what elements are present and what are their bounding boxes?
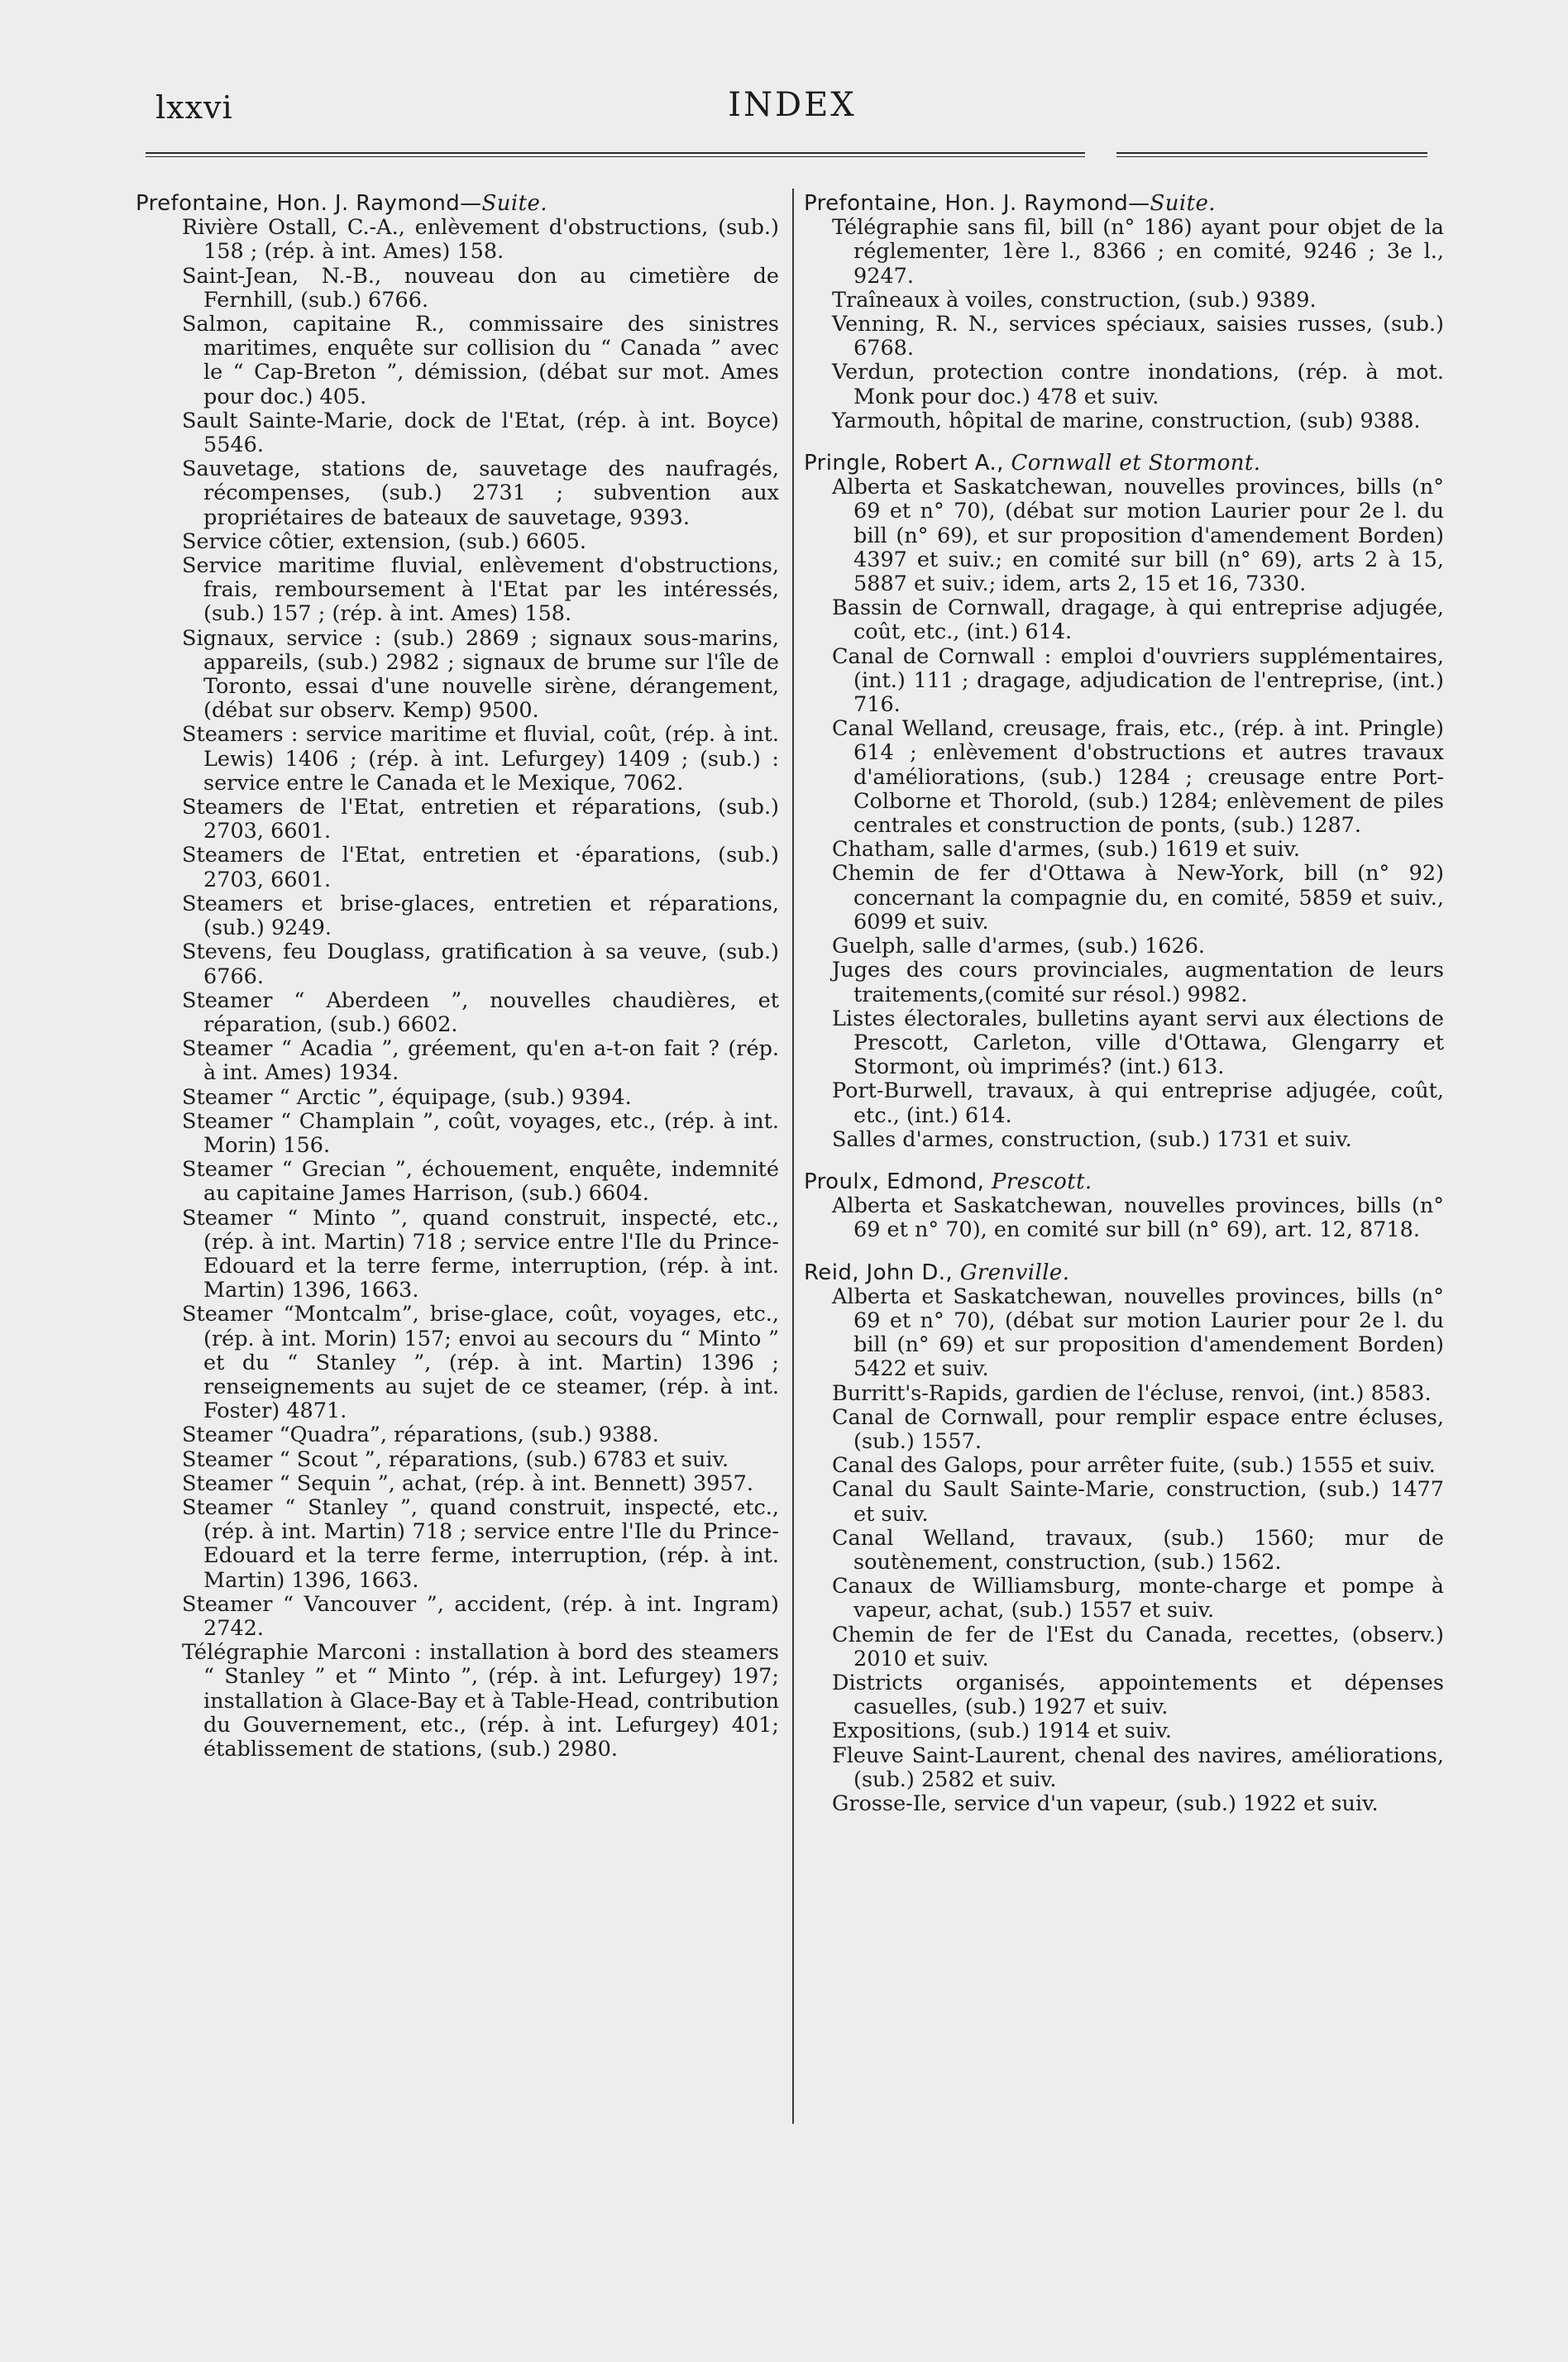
index-entry: Alberta et Saskatchewan, nouvelles provinces, bills (n° 69 et n° 70), en comité sur bill (n° 69), art. 12, 8718. [832, 1193, 1444, 1243]
member-constituency: Prescott. [991, 1169, 1092, 1194]
index-entry: Steamer “Quadra”, réparations, (sub.) 9388. [182, 1422, 659, 1448]
index-entry: Service maritime fluvial, enlèvement d'obstructions, frais, remboursement à l'Etat par les intéressés, (sub.) 157 ; (rép. à int. Ames) 158. [182, 553, 779, 627]
index-entry: Steamer “Montcalm”, brise-glace, coût, voyages, etc., (rép. à int. Morin) 157; envoi au secours du “ Minto ” et du “ Stanley ”, (rép. à int. Martin) 1396 ; renseignements au sujet de ce steamer, (rép. à int. Foster) 4871. [182, 1302, 779, 1424]
index-entries [804, 1194, 1444, 1242]
index-entry: Juges des cours provinciales, augmentation de leurs traitements,(comité sur résol.) 9982. [832, 958, 1444, 1007]
index-entry: Alberta et Saskatchewan, nouvelles provinces, bills (n° 69 et n° 70), (débat sur motion Laurier pour 2e l. du bill (n° 69), et sur proposition d'amendement Borden) 4397 et suiv.; en comité sur bill (n° 69), arts 2 à 15, 5887 et suiv.; idem, arts 2, 15 et 16, 7330. [832, 475, 1444, 597]
index-entry: Burritt's-Rapids, gardien de l'écluse, renvoi, (int.) 8583. [832, 1380, 1432, 1406]
member-name: Reid, John D., [804, 1260, 960, 1285]
index-entry: Signaux, service : (sub.) 2869 ; signaux sous-marins, appareils, (sub.) 2982 ; signaux de brume sur l'île de Toronto, essai d'une nouvelle sirène, dérangement, (débat sur observ. Kemp) 9500. [182, 625, 779, 724]
index-entry: Télégraphie Marconi : installation à bord des steamers “ Stanley ” et “ Minto ”, (rép. à int. Lefurgey) 197; installation à Glace-Bay et à Table-Head, contribution du Gouvernement, etc., (rép. à int. Lefurgey) 401; établissement de stations, (sub.) 2980. [182, 1640, 779, 1762]
index-entries [804, 216, 1444, 433]
member-name: Pringle, Robert A., [804, 451, 1011, 476]
index-entry: Sauvetage, stations de, sauvetage des naufragés, récompenses, (sub.) 2731 ; subvention aux propriétaires de bateaux de sauvetage, 9393. [182, 457, 779, 530]
member-constituency: Suite. [1150, 191, 1216, 216]
index-entry: Traîneaux à voiles, construction, (sub.) 9389. [832, 287, 1317, 313]
index-entry: Chemin de fer d'Ottawa à New-York, bill (n° 92) concernant la compagnie du, en comité, 5859 et suiv., 6099 et suiv. [832, 861, 1444, 935]
page-number: lxxvi [155, 89, 233, 126]
member-heading [804, 452, 1444, 476]
running-head [155, 83, 1429, 132]
index-entry: Expositions, (sub.) 1914 et suiv. [832, 1719, 1172, 1744]
member-name: Prefontaine, Hon. J. Raymond— [136, 191, 482, 216]
member-constituency: Suite. [481, 191, 547, 216]
member-constituency: Cornwall et Stormont. [1011, 451, 1261, 476]
index-entry: Chatham, salle d'armes, (sub.) 1619 et suiv. [832, 837, 1301, 863]
index-entry: Salmon, capitaine R., commissaire des sinistres maritimes, enquête sur collision du “ Canada ” avec le “ Cap-Breton ”, démission, (débat sur mot. Ames pour doc.) 405. [182, 312, 779, 409]
index-entry: Steamer “ Stanley ”, quand construit, inspecté, etc., (rép. à int. Martin) 718 ; service entre l'Ile du Prince-Edouard et la terre ferme, interruption, (rép. à int. Martin) 1396, 1663. [182, 1494, 779, 1593]
index-entry: Salles d'armes, construction, (sub.) 1731 et suiv. [832, 1126, 1352, 1152]
index-entry: Chemin de fer de l'Est du Canada, recettes, (observ.) 2010 et suiv. [832, 1622, 1444, 1671]
index-entry: Port-Burwell, travaux, à qui entreprise adjugée, coût, etc., (int.) 614. [832, 1078, 1444, 1128]
index-entry: Steamer “ Arctic ”, équipage, (sub.) 9394. [182, 1084, 632, 1110]
index-entries [804, 476, 1444, 1152]
index-entry: Grosse-Ile, service d'un vapeur, (sub.) 1922 et suiv. [832, 1791, 1379, 1816]
index-entry: Steamer “ Acadia ”, gréement, qu'en a-t-on fait ? (rép. à int. Ames) 1934. [182, 1036, 779, 1086]
index-entry: Yarmouth, hôpital de marine, construction, (sub) 9388. [832, 408, 1421, 433]
index-entry: Canal de Cornwall : emploi d'ouvriers supplémentaires, (int.) 111 ; dragage, adjudication de l'entreprise, (int.) 716. [832, 643, 1444, 718]
index-entry: Rivière Ostall, C.-A., enlèvement d'obstructions, (sub.) 158 ; (rép. à int. Ames) 158. [182, 215, 779, 265]
index-entries [180, 216, 779, 1762]
member-heading [136, 192, 779, 216]
index-entry: Guelph, salle d'armes, (sub.) 1626. [832, 934, 1206, 959]
index-entry: Télégraphie sans fil, bill (n° 186) ayant pour objet de la réglementer, 1ère l., 8366 ; en comité, 9246 ; 3e l., 9247. [832, 215, 1444, 289]
index-entry: Sault Sainte-Marie, dock de l'Etat, (rép. à int. Boyce) 5546. [182, 408, 779, 458]
index-entry: Districts organisés, appointements et dépenses casuelles, (sub.) 1927 et suiv. [832, 1670, 1444, 1720]
member-name: Prefontaine, Hon. J. Raymond— [804, 191, 1150, 216]
header-rule-left [146, 152, 1085, 157]
column-divider [792, 189, 794, 2124]
index-entry: Steamers : service maritime et fluvial, coût, (rép. à int. Lewis) 1406 ; (rép. à int. Lefurgey) 1409 ; (sub.) : service entre le Canada et le Mexique, 7062. [182, 722, 779, 796]
member-name: Proulx, Edmond, [804, 1169, 992, 1194]
index-entry: Steamers et brise-glaces, entretien et réparations, (sub.) 9249. [182, 891, 779, 941]
index-entry: Canal du Sault Sainte-Marie, construction, (sub.) 1477 et suiv. [832, 1477, 1444, 1527]
member-heading [804, 1261, 1444, 1285]
left-column [136, 191, 779, 1780]
header-rule-right [1116, 152, 1427, 157]
index-entry: Steamer “ Vancouver ”, accident, (rép. à int. Ingram) 2742. [182, 1591, 779, 1641]
right-column [804, 192, 1444, 1834]
index-entry: Stevens, feu Douglass, gratification à sa veuve, (sub.) 6766. [182, 940, 779, 989]
index-entry: Steamer “ Sequin ”, achat, (rép. à int. Bennett) 3957. [182, 1470, 753, 1496]
index-entry: Canaux de Williamsburg, monte-charge et pompe à vapeur, achat, (sub.) 1557 et suiv. [832, 1574, 1444, 1623]
index-entry: Listes électorales, bulletins ayant servi aux élections de Prescott, Carleton, ville d'Ottawa, Glengarry et Stormont, où imprimés? (int.) 613. [832, 1006, 1444, 1080]
index-entry: Saint-Jean, N.-B., nouveau don au cimetière de Fernhill, (sub.) 6766. [182, 263, 779, 313]
index-entry: Canal Welland, travaux, (sub.) 1560; mur de soutènement, construction, (sub.) 1562. [832, 1525, 1444, 1575]
index-entry: Steamer “ Minto ”, quand construit, inspecté, etc., (rép. à int. Martin) 718 ; service entre l'Ile du Prince-Edouard et la terre ferme, interruption, (rép. à int. Martin) 1396, 1663. [182, 1205, 779, 1303]
member-constituency: Grenville. [959, 1260, 1070, 1285]
index-entry: Venning, R. N., services spéciaux, saisies russes, (sub.) 6768. [832, 312, 1444, 361]
index-entry: Service côtier, extension, (sub.) 6605. [182, 528, 586, 554]
index-entry: Bassin de Cornwall, dragage, à qui entreprise adjugée, coût, etc., (int.) 614. [832, 595, 1444, 645]
index-entry: Canal de Cornwall, pour remplir espace entre écluses, (sub.) 1557. [832, 1404, 1444, 1454]
member-heading [804, 1170, 1444, 1194]
index-entry: Fleuve Saint-Laurent, chenal des navires, améliorations, (sub.) 2582 et suiv. [832, 1743, 1444, 1792]
index-entry: Steamers de l'Etat, entretien et ·éparations, (sub.) 2703, 6601. [182, 843, 779, 892]
index-entry: Steamers de l'Etat, entretien et réparations, (sub.) 2703, 6601. [182, 795, 779, 844]
index-entry: Steamer “ Aberdeen ”, nouvelles chaudières, et réparation, (sub.) 6602. [182, 987, 779, 1037]
index-entry: Verdun, protection contre inondations, (rép. à mot. Monk pour doc.) 478 et suiv. [832, 360, 1444, 409]
index-entry: Canal Welland, creusage, frais, etc., (rép. à int. Pringle) 614 ; enlèvement d'obstructions et autres travaux d'améliorations, (sub.) 1284 ; creusage entre Port-Colborne et Thorold, (sub.) 1284; enlèvement de piles centrales et construction de ponts, (sub.) 1287. [832, 716, 1444, 839]
index-entry: Steamer “ Scout ”, réparations, (sub.) 6783 et suiv. [182, 1446, 729, 1472]
index-entry: Canal des Galops, pour arrêter fuite, (sub.) 1555 et suiv. [832, 1453, 1436, 1479]
index-entry: Steamer “ Grecian ”, échouement, enquête, indemnité au capitaine James Harrison, (sub.) 6604. [182, 1157, 779, 1207]
index-entry: Steamer “ Champlain ”, coût, voyages, etc., (rép. à int. Morin) 156. [182, 1108, 779, 1158]
index-entry: Alberta et Saskatchewan, nouvelles provinces, bills (n° 69 et n° 70), (débat sur motion Laurier pour 2e l. du bill (n° 69) et sur proposition d'amendement Borden) 5422 et suiv. [832, 1284, 1444, 1382]
member-heading [804, 192, 1444, 216]
page-title: INDEX [728, 86, 857, 124]
index-entries [804, 1285, 1444, 1816]
